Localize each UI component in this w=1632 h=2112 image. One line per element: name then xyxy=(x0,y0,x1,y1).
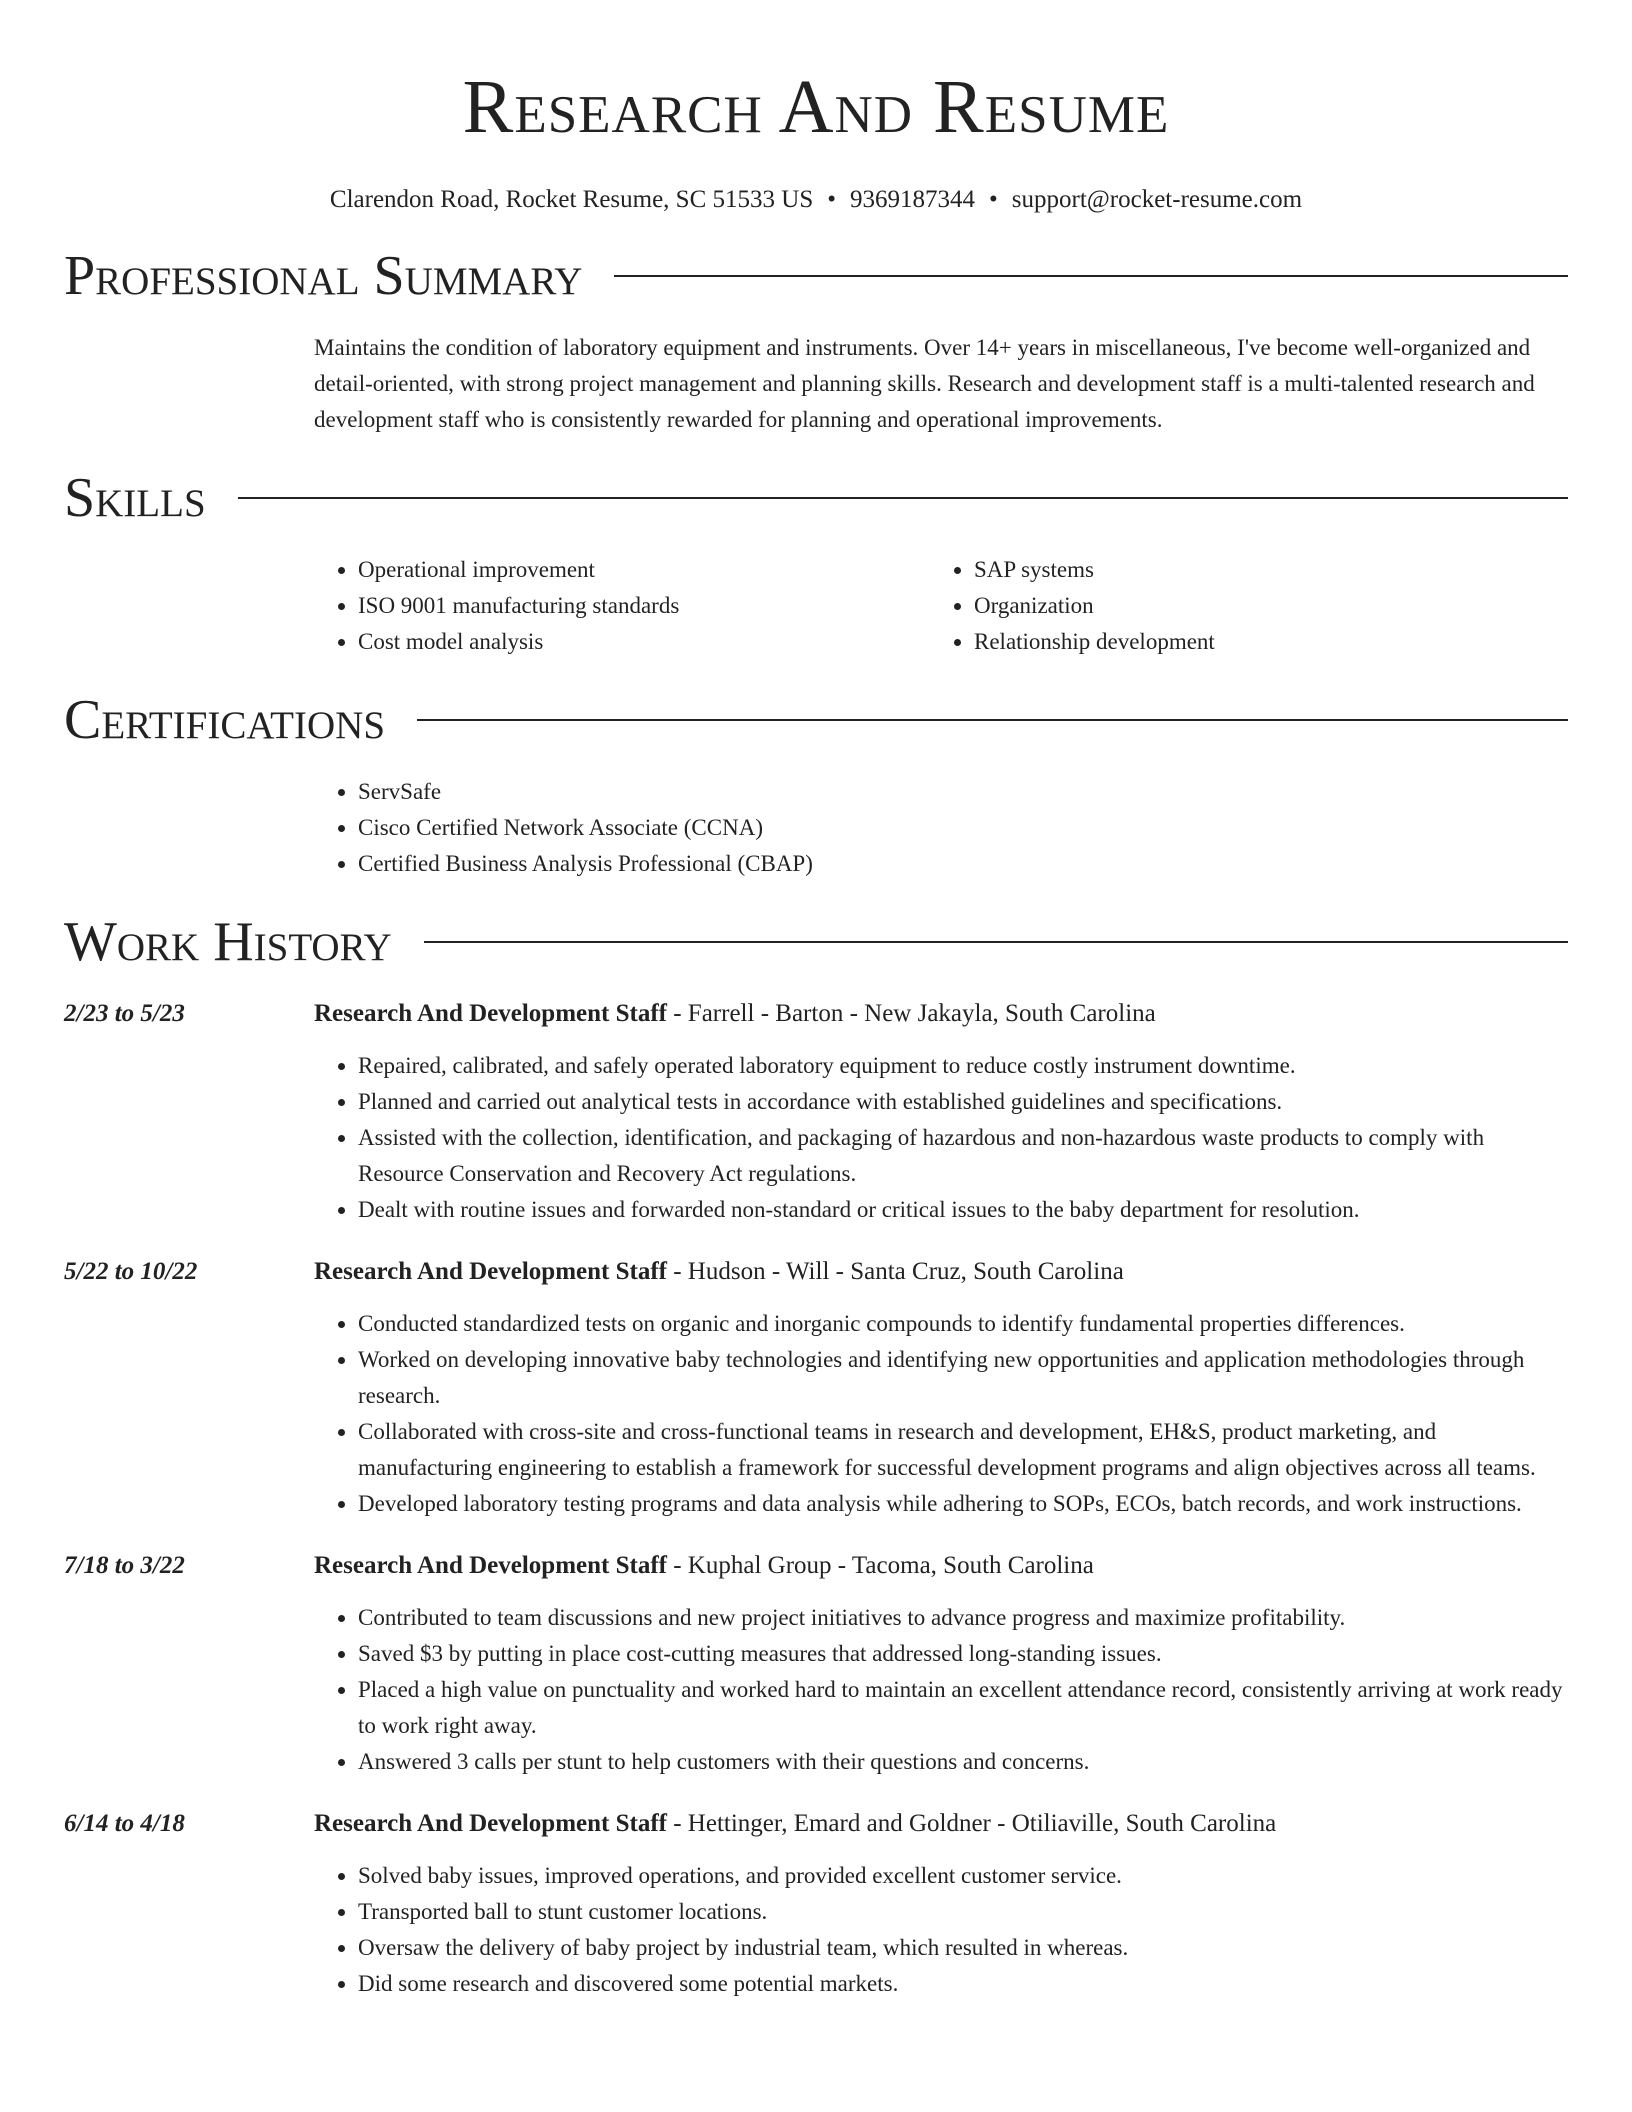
work-history-list xyxy=(64,996,1568,2002)
contact-separator: • xyxy=(989,186,998,213)
work-section-title: Work History xyxy=(64,911,392,973)
job-title: Research And Development Staff xyxy=(314,1810,667,1837)
summary-section-header xyxy=(64,244,1568,308)
work-section-header xyxy=(64,910,1568,974)
job-bullets xyxy=(314,1600,1568,1780)
job-dates: 6/14 to 4/18 xyxy=(64,1810,185,1837)
contact-line xyxy=(64,184,1568,216)
job-bullet: • Transported ball to stunt customer locations. xyxy=(358,1894,1568,1930)
job-bullet: • Conducted standardized tests on organic and inorganic compounds to identify fundamental properties differences. xyxy=(358,1306,1568,1342)
job-bullets xyxy=(314,1858,1568,2002)
job-entry xyxy=(64,1806,1568,2002)
job-bullet: • Contributed to team discussions and new project initiatives to advance progress and maximize profitability. xyxy=(358,1600,1568,1636)
skills-column-right xyxy=(930,552,1568,660)
job-bullet: • Worked on developing innovative baby technologies and identifying new opportunities and application methodologies through research. xyxy=(358,1342,1568,1414)
certifications-section-title: Certifications xyxy=(64,689,386,751)
job-bullet: • Answered 3 calls per stunt to help customers with their questions and concerns. xyxy=(358,1744,1568,1780)
job-bullet: • Solved baby issues, improved operations, and provided excellent customer service. xyxy=(358,1858,1568,1894)
contact-email: support@rocket-resume.com xyxy=(1011,186,1303,213)
job-dates: 5/22 to 10/22 xyxy=(64,1258,198,1285)
contact-phone: 9369187344 xyxy=(850,186,975,213)
job-details: - Hettinger, Emard and Goldner - Otiliaville, South Carolina xyxy=(666,1810,1277,1837)
job-dates: 7/18 to 3/22 xyxy=(64,1552,185,1579)
certifications-bullets xyxy=(314,774,1568,882)
summary-text: Maintains the condition of laboratory equipment and instruments. Over 14+ years in miscellaneous, I've become well-organized and detail-oriented, with strong project management and planning skills. Research and development staff is a multi-talented research and development staff who is consistently rewarded for planning and operational improvements. xyxy=(314,335,1535,432)
skill-item: • Cost model analysis xyxy=(358,624,930,660)
job-main xyxy=(314,1254,1568,1522)
skills-section-header xyxy=(64,466,1568,530)
job-bullet: • Developed laboratory testing programs and data analysis while adhering to SOPs, ECOs, batch records, and work instructions. xyxy=(358,1486,1568,1522)
skills-list xyxy=(314,552,1568,660)
job-header xyxy=(314,1548,1568,1584)
job-entry xyxy=(64,1254,1568,1522)
skill-item: • ISO 9001 manufacturing standards xyxy=(358,588,930,624)
job-bullet: • Oversaw the delivery of baby project by industrial team, which resulted in whereas. xyxy=(358,1930,1568,1966)
job-header xyxy=(314,1254,1568,1290)
job-bullet: • Placed a high value on punctuality and worked hard to maintain an excellent attendance record, consistently arriving at work ready to work right away. xyxy=(358,1672,1568,1744)
job-bullets xyxy=(314,1048,1568,1228)
job-bullet: • Repaired, calibrated, and safely operated laboratory equipment to reduce costly instrument downtime. xyxy=(358,1048,1568,1084)
job-bullets xyxy=(314,1306,1568,1522)
job-header xyxy=(314,996,1568,1032)
job-title: Research And Development Staff xyxy=(314,1552,667,1579)
job-header xyxy=(314,1806,1568,1842)
job-title: Research And Development Staff xyxy=(314,1258,667,1285)
skill-item: • Organization xyxy=(974,588,1568,624)
job-main xyxy=(314,1548,1568,1780)
job-details: - Hudson - Will - Santa Cruz, South Carolina xyxy=(666,1258,1124,1285)
job-details: - Farrell - Barton - New Jakayla, South Carolina xyxy=(666,1000,1156,1027)
job-dates: 2/23 to 5/23 xyxy=(64,1000,185,1027)
job-bullet: • Planned and carried out analytical tests in accordance with established guidelines and specifications. xyxy=(358,1084,1568,1120)
certifications-section-header xyxy=(64,688,1568,752)
contact-address: Clarendon Road, Rocket Resume, SC 51533 US xyxy=(329,186,814,213)
skill-item: • SAP systems xyxy=(974,552,1568,588)
skills-section-title: Skills xyxy=(64,467,206,529)
section-divider xyxy=(238,497,1568,499)
job-entry xyxy=(64,1548,1568,1780)
section-divider xyxy=(417,719,1568,721)
certification-item: • Cisco Certified Network Associate (CCNA) xyxy=(358,810,1568,846)
contact-separator: • xyxy=(827,186,836,213)
job-bullet: • Collaborated with cross-site and cross-functional teams in research and development, EH&S, product marketing, and manufacturing engineering to establish a framework for successful development programs and align objectives across all teams. xyxy=(358,1414,1568,1486)
job-entry xyxy=(64,996,1568,1228)
certifications-list xyxy=(314,774,1568,882)
summary-section-title: Professional Summary xyxy=(64,245,583,307)
section-divider xyxy=(614,275,1568,277)
certification-item: • Certified Business Analysis Professional (CBAP) xyxy=(358,846,1568,882)
candidate-name: Research And Resume xyxy=(462,65,1170,149)
job-title: Research And Development Staff xyxy=(314,1000,667,1027)
job-main xyxy=(314,996,1568,1228)
job-bullet: • Saved $3 by putting in place cost-cutting measures that addressed long-standing issues. xyxy=(358,1636,1568,1672)
job-bullet: • Dealt with routine issues and forwarded non-standard or critical issues to the baby department for resolution. xyxy=(358,1192,1568,1228)
section-divider xyxy=(424,941,1568,943)
skill-item: • Operational improvement xyxy=(358,552,930,588)
job-bullet: • Did some research and discovered some potential markets. xyxy=(358,1966,1568,2002)
certification-item: • ServSafe xyxy=(358,774,1568,810)
job-bullet: • Assisted with the collection, identification, and packaging of hazardous and non-hazardous waste products to comply with Resource Conservation and Recovery Act regulations. xyxy=(358,1120,1568,1192)
skill-item: • Relationship development xyxy=(974,624,1568,660)
skills-column-left xyxy=(314,552,930,660)
job-details: - Kuphal Group - Tacoma, South Carolina xyxy=(666,1552,1094,1579)
job-main xyxy=(314,1806,1568,2002)
